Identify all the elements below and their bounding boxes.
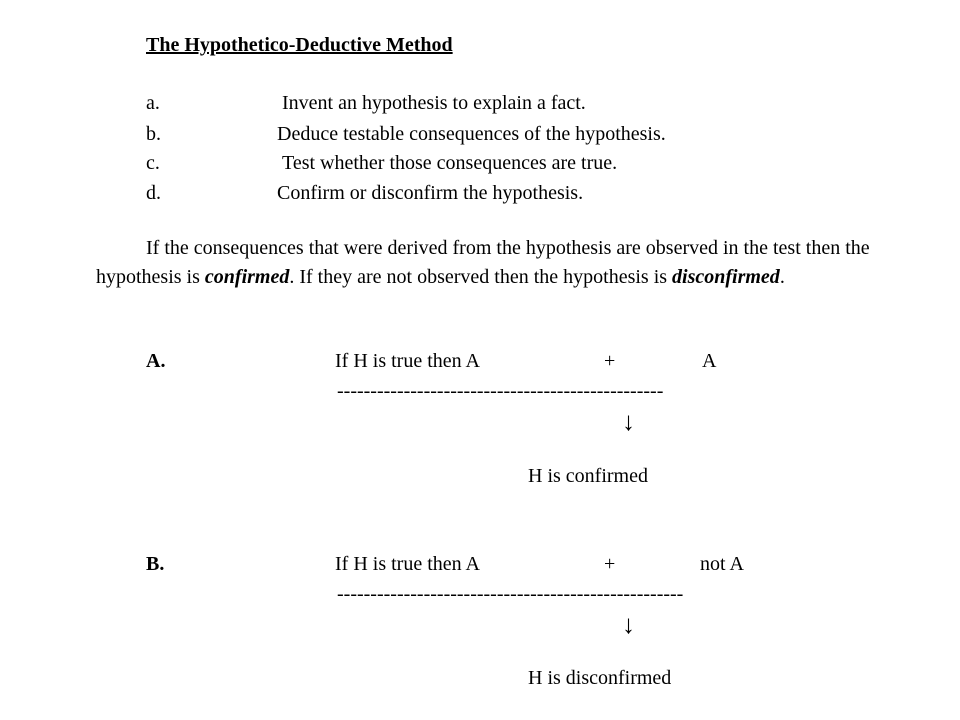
case-b-plus: + [604,553,616,575]
case-a-premise: If H is true then A [335,350,480,372]
step-b-letter: b. [146,123,161,145]
case-b-premise: If H is true then A [335,553,480,575]
case-b-label: B. [146,553,165,575]
case-b-rule: ---------------------------------------------------- [337,583,684,605]
paragraph-part1: If the consequences that were derived from the hypothesis are observed in the test then the hypothesis is [96,237,870,288]
step-b-text: Deduce testable consequences of the hypothesis. [277,123,666,145]
case-a-arrow-icon: ↓ [622,407,635,436]
term-disconfirmed: disconfirmed [672,266,780,288]
step-d-text: Confirm or disconfirm the hypothesis. [277,182,584,204]
case-b-arrow-icon: ↓ [622,610,635,639]
paragraph-part3: . [779,266,785,288]
step-c-text: Test whether those consequences are true. [282,152,618,174]
step-a-text: Invent an hypothesis to explain a fact. [282,92,586,114]
case-a-label: A. [146,350,166,372]
step-d-letter: d. [146,182,161,204]
case-a-observation: A [702,350,717,372]
term-confirmed: confirmed [204,266,290,288]
paragraph-part2: . If they are not observed then the hypothesis is [289,266,673,288]
case-a-rule: ------------------------------------------------- [337,380,664,402]
case-b-conclusion: H is disconfirmed [528,667,672,689]
page-title: The Hypothetico-Deductive Method [146,34,453,56]
case-a-plus: + [604,350,616,372]
case-a-conclusion: H is confirmed [528,465,648,487]
step-c-letter: c. [146,152,160,174]
case-b-observation: not A [700,553,744,575]
explanation-paragraph [96,234,926,292]
step-a-letter: a. [146,92,160,114]
